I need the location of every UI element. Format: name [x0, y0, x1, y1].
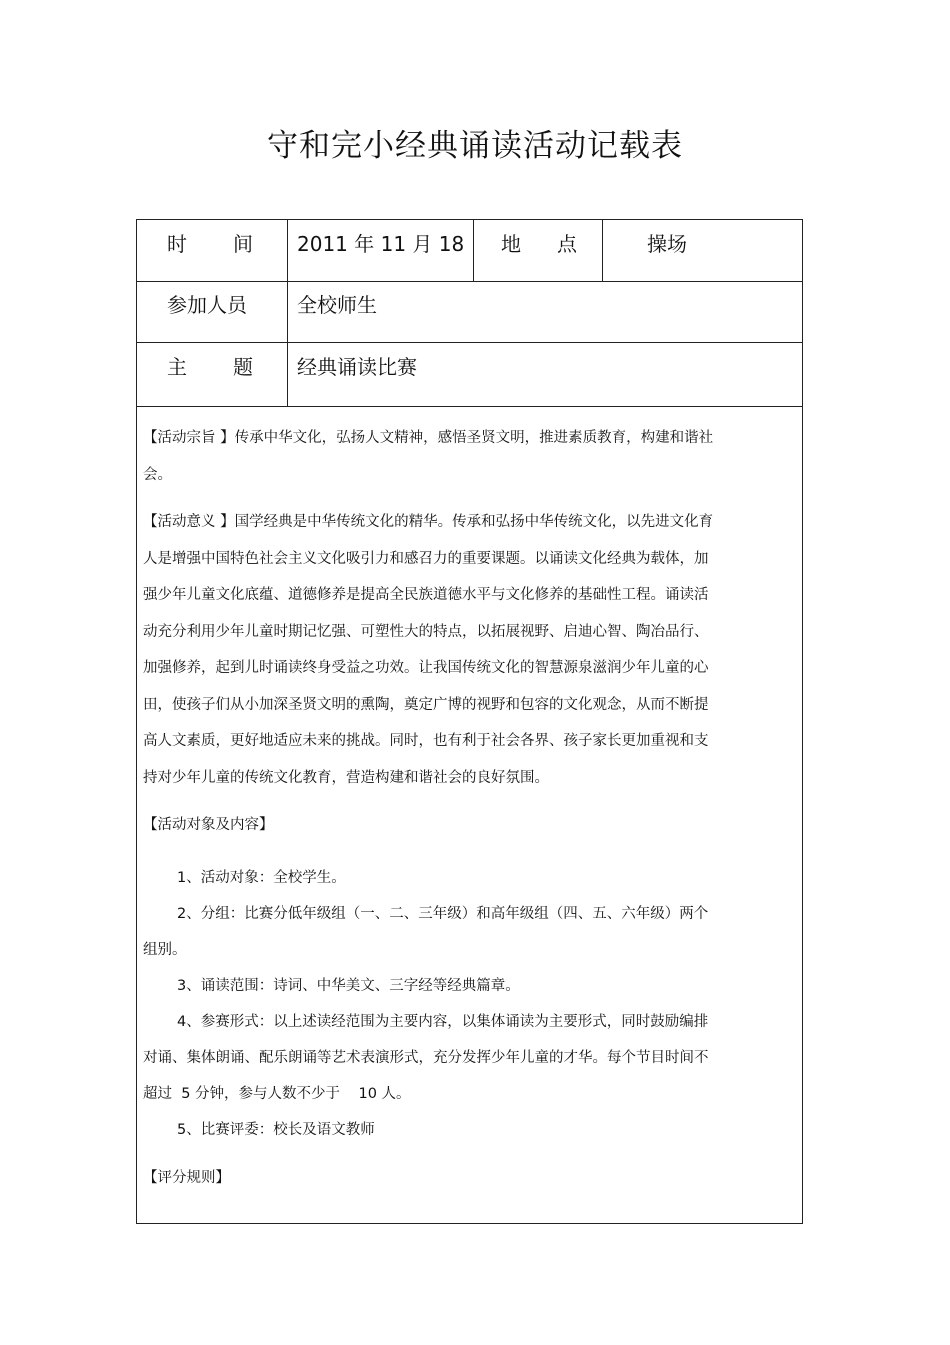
list-item: 3、诵读范围：诗词、中华美文、三字经等经典篇章。: [177, 977, 520, 994]
theme-label-char: 主: [167, 355, 187, 379]
list-item: 2、分组：比赛分低年级组（一、二、三年级）和高年级组（四、五、六年级）两个: [177, 905, 709, 922]
meaning-line: 人是增强中国特色社会主义文化吸引力和感召力的重要课题。以诵读文化经典为载体，加: [143, 550, 709, 567]
list-item: 1、活动对象：全校学生。: [177, 869, 346, 886]
list-item: 4、参赛形式：以上述读经范围为主要内容，以集体诵读为主要形式，同时鼓励编排: [177, 1013, 709, 1030]
theme-value: 经典诵读比赛: [297, 355, 417, 379]
participants-label: 参加人员: [167, 293, 247, 317]
objects-heading: 【活动对象及内容】: [143, 817, 274, 833]
meaning-line: 加强修养，起到儿时诵读终身受益之功效。让我国传统文化的智慧源泉滋润少年儿童的心: [143, 660, 709, 676]
meaning-line: 强少年儿童文化底蕴、道德修养是提高全民族道德水平与文化修养的基础性工程。诵读活: [143, 587, 709, 603]
rules-heading: 【评分规则】: [143, 1169, 230, 1186]
participants-value: 全校师生: [297, 293, 377, 317]
row-divider: [137, 281, 802, 282]
purpose-line: 【活动宗旨 】传承中华文化，弘扬人文精神，感悟圣贤文明，推进素质教育，构建和谐社: [143, 430, 714, 446]
theme-label-char: 题: [233, 355, 253, 379]
meaning-line: 【活动意义 】国学经典是中华传统文化的精华。传承和弘扬中华传统文化，以先进文化育: [143, 514, 714, 530]
column-divider: [287, 220, 288, 406]
row-divider: [137, 406, 802, 407]
meaning-line: 高人文素质，更好地适应未来的挑战。同时，也有利于社会各界、孩子家长更加重视和支: [143, 733, 709, 749]
activity-content: [143, 420, 743, 1196]
meaning-line: 持对少年儿童的传统文化教育，营造构建和谐社会的良好氛围。: [143, 769, 549, 786]
time-label: [167, 232, 253, 256]
place-label-char: 地: [501, 232, 521, 256]
list-item-continuation: 对诵、集体朗诵、配乐朗诵等艺术表演形式，充分发挥少年儿童的才华。每个节目时间不: [143, 1049, 709, 1066]
meaning-line: 动充分利用少年儿童时期记忆强、可塑性大的特点，以拓展视野、启迪心智、陶冶品行、: [143, 623, 709, 640]
time-value: 2011 年 11 月 18: [297, 232, 465, 256]
column-divider: [473, 220, 474, 281]
list-item-continuation: 超过 5 分钟，参与人数不少于 10 人。: [143, 1085, 411, 1102]
list-item: 5、比赛评委：校长及语文教师: [177, 1121, 375, 1138]
place-value: 操场: [647, 232, 687, 256]
row-divider: [137, 342, 802, 343]
time-label-char: 时: [167, 232, 187, 256]
document-title: 守和完小经典诵读活动记载表: [267, 128, 683, 164]
column-divider: [602, 220, 603, 281]
place-label: [501, 232, 577, 256]
purpose-line: 会。: [143, 466, 172, 483]
meaning-line: 田，使孩子们从小加深圣贤文明的熏陶，奠定广博的视野和包容的文化观念，从而不断提: [143, 696, 709, 713]
list-item-continuation: 组别。: [143, 941, 187, 958]
place-label-char: 点: [557, 232, 577, 256]
theme-label: [167, 355, 253, 379]
time-label-char: 间: [233, 232, 253, 256]
